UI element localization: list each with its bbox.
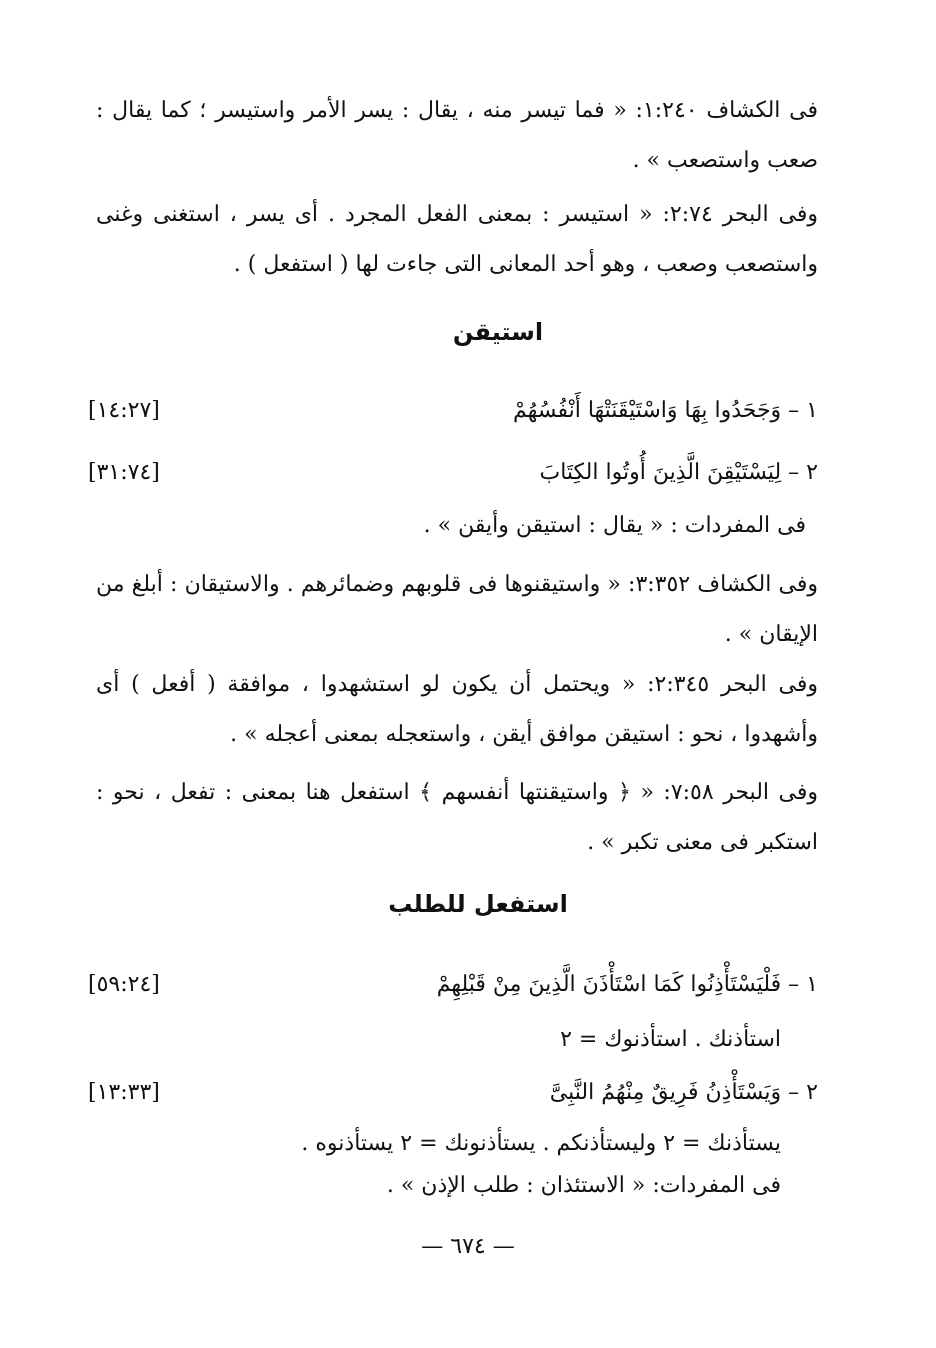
page-number: — ٦٧٤ — [421,1234,515,1259]
verse-text: ٢ – وَيَسْتَأْذِنُ فَرِيقٌ مِنْهُمُ النَّبِىَّ [549,1080,818,1105]
verse-reference: [٥٩:٢٤] [88,972,160,997]
verse-text: ٢ – لِيَسْتَيْقِنَ الَّذِينَ أُوتُوا الكِتَابَ [539,460,818,485]
note-forms-istadhana: استأذنك . استأذنوك = ٢ [560,1027,781,1052]
verse-reference: [١٣:٣٣] [88,1080,160,1105]
verse-line [88,460,818,506]
verse-line [88,398,818,444]
verse-line [88,972,818,1018]
paragraph-bahr-istashhada: وفى البحر ٢:٣٤٥: « ويحتمل أن يكون لو استشهدوا ، موافقة ( أفعل ) أى وأشهدوا ، نحو : استيقن موافق أيقن ، واستعجله بمعنى أعجله » . [96,672,818,747]
note-mufradat-istidhan: فى المفردات: « الاستئذان : طلب الإذن » . [386,1173,781,1198]
verse-reference: [١٤:٢٧] [88,398,160,423]
note-mufradat-istayqana: فى المفردات : « يقال : استيقن وأيقن » . [423,513,806,538]
section-heading-istayqana: استيقن [452,318,544,346]
paragraph-kashshaf-istayqana: وفى الكشاف ٣:٣٥٢: « واستيقنوها فى قلوبهم وضمائرهم . والاستيقان : أبلغ من الإيقان » . [96,572,818,647]
paragraph-kashshaf-istaysara: فى الكشاف ١:٢٤٠: « فما تيسر منه ، يقال : يسر الأمر واستيسر ؛ كما يقال : صعب واستصعب » . [96,98,818,173]
verse-text: ١ – وَجَحَدُوا بِهَا وَاسْتَيْقَنَتْهَا أَنْفُسُهُمْ [513,398,818,423]
section-heading-istafala-request: استفعل للطلب [388,890,568,918]
note-forms-yastadhin: يستأذنك = ٢ وليستأذنكم . يستأذنونك = ٢ يستأذنوه . [301,1131,781,1156]
paragraph-bahr-istaysara: وفى البحر ٢:٧٤: « استيسر : بمعنى الفعل المجرد . أى يسر ، استغنى وغنى واستصعب وصعب ، وهو أحد المعانى التى جاءت لها ( استفعل ) . [96,202,818,277]
verse-text: ١ – فَلْيَسْتَأْذِنُوا كَمَا اسْتَأْذَنَ الَّذِينَ مِنْ قَبْلِهِمْ [436,972,818,997]
verse-line [88,1080,818,1126]
paragraph-bahr-tafaal: وفى البحر ٧:٥٨: « ﴿ واستيقنتها أنفسهم ﴾ استفعل هنا بمعنى : تفعل ، نحو : استكبر فى معنى تكبر » . [96,780,818,855]
verse-reference: [٣١:٧٤] [88,460,160,485]
